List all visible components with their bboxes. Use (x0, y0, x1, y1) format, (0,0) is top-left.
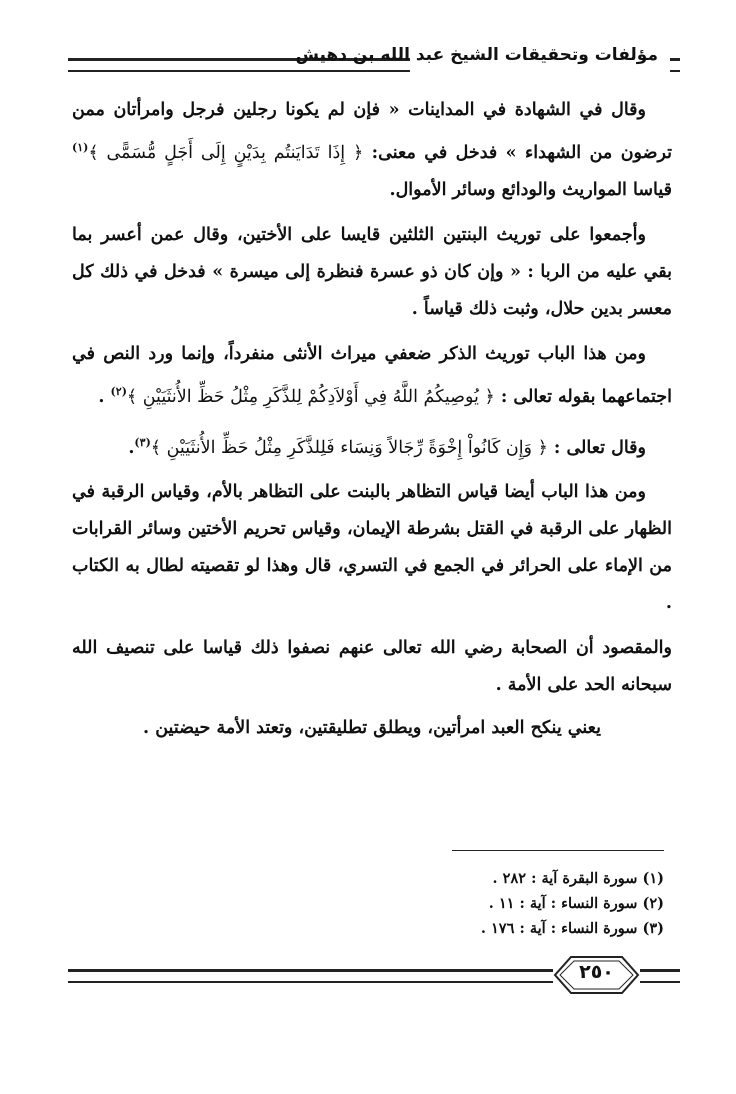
paragraph-5: ومن هذا الباب أيضا قياس التظاهر بالبنت على التظاهر بالأم، وقياس الرقبة في الظهار على الرقبة في القتل بشرطة الإيمان، وقياس تحريم الأختين وسائر القرابات من الإماء على الحرائر في الجمع في التسري، قال وهذا لو تقصيته لطال به الكتاب . (72, 482, 672, 614)
footer-rule-end (640, 969, 680, 983)
footnote-divider (452, 850, 664, 851)
paragraph-3: ومن هذا الباب توريث الذكر ضعفي ميراث الأنثى منفرداً، وإنما ورد النص في اجتماعهما بقوله تعالى : ﴿ يُوصِيكُمُ اللَّهُ فِي أَوْلاَدِكُمْ لِلذَّكَرِ مِثْلُ حَظِّ الأُنثَيَيْنِ ﴾$^{(٢)}$ . (72, 343, 672, 407)
paragraph-6: والمقصود أن الصحابة رضي الله تعالى عنهم نصفوا ذلك قياسا على تنصيف الله سبحانه الحد على الأمة . (72, 638, 672, 696)
footnote-ref: (٢) (110, 384, 127, 398)
header-rule-end (670, 58, 680, 72)
paragraph-7: يعني ينكح العبد امرأتين، ويطلق تطليقتين، وتعتد الأمة حيضتين . (143, 718, 601, 739)
main-text (72, 92, 672, 755)
paragraph-2: وأجمعوا على توريث البنتين الثلثين قايسا على الأختين، وقال عمن أعسر بما بقي عليه من الربا : « وإن كان ذو عسرة فنظرة إلى ميسرة » فدخل في ذلك كل معسر بدين حلال، وثبت ذلك قياساً . (72, 224, 672, 319)
footnote-2: (٢) سورة النساء : آية : ١١ . (488, 895, 664, 912)
running-title: مؤلفات وتحقيقات الشيخ عبد الله بن دهيش (295, 45, 658, 65)
page-number: ٢٥٠ (579, 961, 614, 983)
quran-verse: ﴿ إِذَا تَدَايَنتُم بِدَيْنٍ إِلَى أَجَلٍ مُّسَمًّى ﴾ (88, 142, 364, 163)
paragraph-4: وقال تعالى : ﴿ وَإِن كَانُواْ إِخْوَةً رِّجَالاً وَنِسَاء فَلِلذَّكَرِ مِثْلُ حَظِّ الأُنثَيَيْنِ ﴾$^{(٣)}$. (128, 435, 646, 458)
paragraph-1: وقال في الشهادة في المداينات « فإن لم يكونا رجلين فرجل وامرأتان ممن ترضون من الشهداء » فدخل في معنى: ﴿ إِذَا تَدَايَنتُم بِدَيْنٍ إِلَى أَجَلٍ مُّسَمًّى ﴾$^{(١)}$ قياسا المواريث والودائع وسائر الأموال. (72, 100, 672, 200)
quran-verse: ﴿ يُوصِيكُمُ اللَّهُ فِي أَوْلاَدِكُمْ لِلذَّكَرِ مِثْلُ حَظِّ الأُنثَيَيْنِ ﴾ (126, 386, 495, 407)
footnote-3: (٣) سورة النساء : آية : ١٧٦ . (480, 920, 664, 937)
footer-rule (68, 969, 553, 983)
page-footer (68, 955, 680, 995)
quran-verse: ﴿ وَإِن كَانُواْ إِخْوَةً رِّجَالاً وَنِسَاء فَلِلذَّكَرِ مِثْلُ حَظِّ الأُنثَيَيْنِ ﴾ (150, 437, 548, 458)
footnote-ref: (٣) (134, 435, 151, 449)
footnote-1: (١) سورة البقرة آية : ٢٨٢ . (492, 870, 664, 887)
footnote-ref: (١) (72, 141, 89, 154)
page-header (68, 44, 680, 78)
footnotes (244, 866, 664, 941)
